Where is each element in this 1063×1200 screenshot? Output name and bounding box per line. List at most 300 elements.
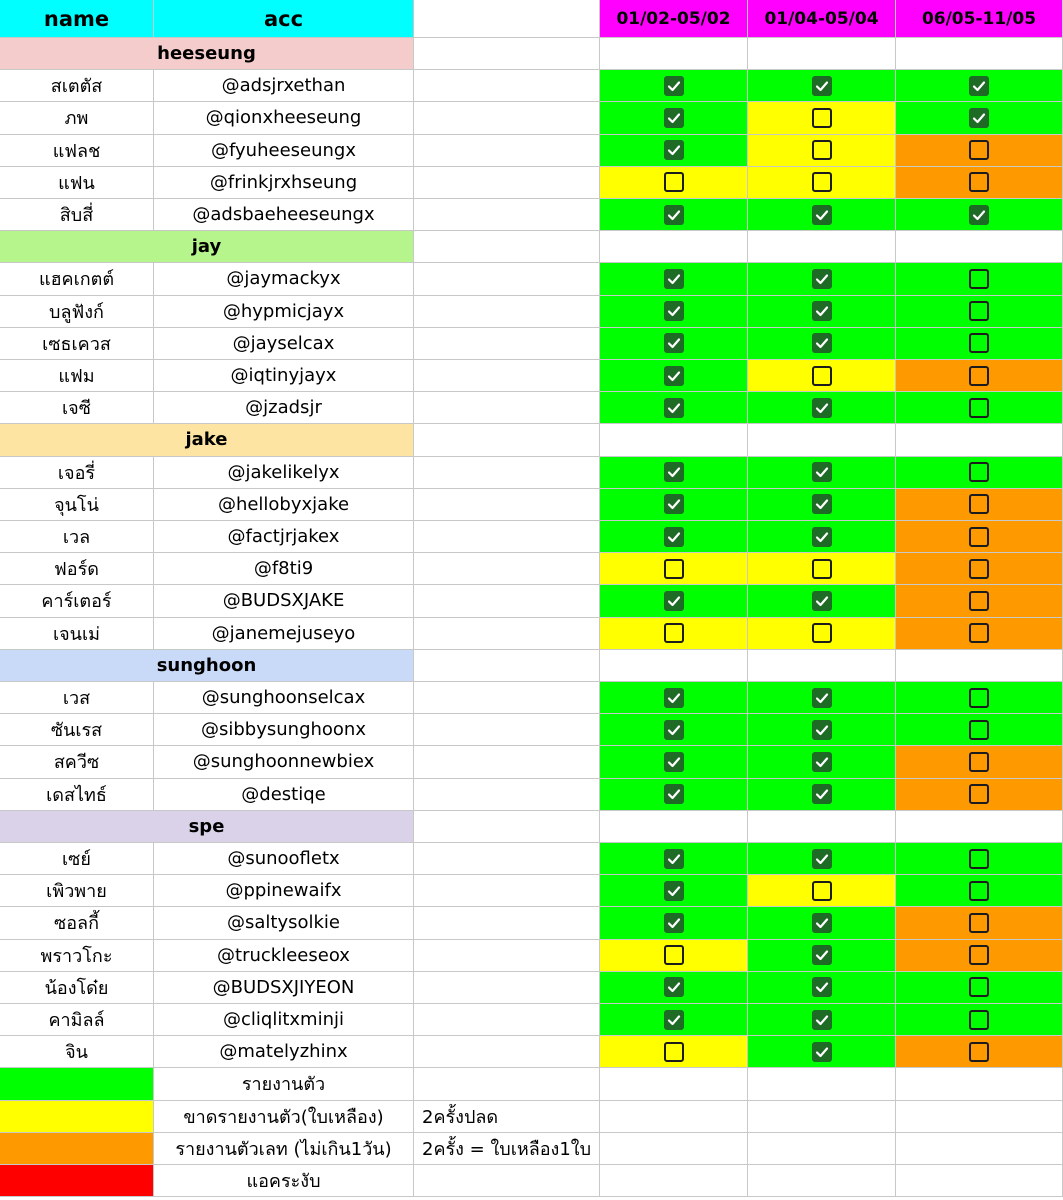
checkbox-checked[interactable]	[812, 688, 832, 708]
checkbox-unchecked[interactable]	[969, 301, 989, 321]
member-name: แฟม	[0, 360, 154, 392]
checkbox-checked[interactable]	[812, 1042, 832, 1062]
status-cell[interactable]	[748, 907, 896, 939]
check-icon	[814, 303, 830, 319]
checkbox-checked[interactable]	[664, 688, 684, 708]
status-cell[interactable]	[600, 714, 748, 746]
checkbox-checked[interactable]	[812, 977, 832, 997]
status-cell[interactable]	[896, 521, 1063, 553]
check-icon	[666, 464, 682, 480]
member-name: แฟน	[0, 167, 154, 199]
empty-cell	[896, 811, 1063, 843]
legend-note: 2ครั้ง = ใบเหลือง1ใบ	[414, 1133, 600, 1165]
status-cell[interactable]	[600, 618, 748, 650]
status-cell[interactable]	[748, 779, 896, 811]
checkbox-checked[interactable]	[812, 720, 832, 740]
check-icon	[814, 207, 830, 223]
checkbox-unchecked[interactable]	[969, 913, 989, 933]
status-cell[interactable]	[600, 296, 748, 328]
empty-cell	[748, 1133, 896, 1165]
status-cell[interactable]	[748, 553, 896, 585]
status-cell[interactable]	[600, 489, 748, 521]
checkbox-checked[interactable]	[664, 366, 684, 386]
status-cell[interactable]	[748, 972, 896, 1004]
checkbox-checked[interactable]	[812, 462, 832, 482]
checkbox-unchecked[interactable]	[664, 623, 684, 643]
group-header-sunghoon: sunghoon	[0, 650, 414, 682]
member-name: แฮคเกตต์	[0, 263, 154, 295]
checkbox-unchecked[interactable]	[812, 623, 832, 643]
status-cell[interactable]	[748, 392, 896, 424]
checkbox-unchecked[interactable]	[969, 333, 989, 353]
checkbox-checked[interactable]	[812, 913, 832, 933]
status-cell[interactable]	[748, 746, 896, 778]
member-name: เซธเควส	[0, 328, 154, 360]
checkbox-unchecked[interactable]	[969, 527, 989, 547]
check-icon	[666, 335, 682, 351]
empty-cell	[414, 1004, 600, 1036]
header-date-3: 06/05-11/05	[896, 0, 1063, 38]
empty-cell	[414, 650, 600, 682]
status-cell[interactable]	[600, 1036, 748, 1068]
check-icon	[666, 529, 682, 545]
check-icon	[666, 142, 682, 158]
member-name: สเตตัส	[0, 70, 154, 102]
empty-cell	[414, 521, 600, 553]
checkbox-checked[interactable]	[969, 76, 989, 96]
checkbox-unchecked[interactable]	[969, 366, 989, 386]
status-cell[interactable]	[896, 392, 1063, 424]
empty-cell	[414, 746, 600, 778]
checkbox-checked[interactable]	[969, 205, 989, 225]
empty-cell	[414, 1036, 600, 1068]
status-cell[interactable]	[896, 296, 1063, 328]
empty-cell	[748, 650, 896, 682]
checkbox-checked[interactable]	[812, 752, 832, 772]
member-name: สิบสี่	[0, 199, 154, 231]
check-icon	[814, 947, 830, 963]
checkbox-checked[interactable]	[812, 301, 832, 321]
status-cell[interactable]	[600, 553, 748, 585]
checkbox-checked[interactable]	[664, 591, 684, 611]
status-cell[interactable]	[600, 940, 748, 972]
status-cell[interactable]	[748, 360, 896, 392]
checkbox-checked[interactable]	[664, 76, 684, 96]
status-cell[interactable]	[748, 521, 896, 553]
member-acc: @cliqlitxminji	[154, 1004, 414, 1036]
check-icon	[666, 110, 682, 126]
empty-cell	[600, 231, 748, 263]
checkbox-checked[interactable]	[812, 784, 832, 804]
empty-cell	[414, 328, 600, 360]
empty-cell	[896, 424, 1063, 456]
member-acc: @jaymackyx	[154, 263, 414, 295]
member-acc: @destiqe	[154, 779, 414, 811]
check-icon	[814, 78, 830, 94]
checkbox-checked[interactable]	[664, 977, 684, 997]
group-header-jake: jake	[0, 424, 414, 456]
check-icon	[666, 271, 682, 287]
status-cell[interactable]	[896, 167, 1063, 199]
status-cell[interactable]	[748, 940, 896, 972]
checkbox-unchecked[interactable]	[969, 784, 989, 804]
status-cell[interactable]	[748, 167, 896, 199]
checkbox-checked[interactable]	[812, 205, 832, 225]
checkbox-checked[interactable]	[812, 76, 832, 96]
status-cell[interactable]	[600, 1004, 748, 1036]
status-cell[interactable]	[896, 135, 1063, 167]
member-acc: @iqtinyjayx	[154, 360, 414, 392]
status-cell[interactable]	[896, 328, 1063, 360]
check-icon	[814, 1044, 830, 1060]
checkbox-checked[interactable]	[664, 752, 684, 772]
status-cell[interactable]	[896, 875, 1063, 907]
member-name: ภพ	[0, 102, 154, 134]
header-acc: acc	[154, 0, 414, 38]
empty-cell	[600, 811, 748, 843]
checkbox-unchecked[interactable]	[812, 108, 832, 128]
status-cell[interactable]	[600, 521, 748, 553]
member-acc: @sunghoonselcax	[154, 682, 414, 714]
check-icon	[814, 400, 830, 416]
legend-label: ขาดรายงานตัว(ใบเหลือง)	[154, 1101, 414, 1133]
member-acc: @truckleeseox	[154, 940, 414, 972]
empty-cell	[414, 553, 600, 585]
checkbox-checked[interactable]	[664, 881, 684, 901]
empty-cell	[600, 1133, 748, 1165]
checkbox-checked[interactable]	[812, 494, 832, 514]
check-icon	[666, 1012, 682, 1028]
empty-cell	[414, 843, 600, 875]
check-icon	[666, 883, 682, 899]
member-name: สควีซ	[0, 746, 154, 778]
checkbox-checked[interactable]	[664, 494, 684, 514]
status-cell[interactable]	[600, 360, 748, 392]
status-cell[interactable]	[600, 585, 748, 617]
checkbox-unchecked[interactable]	[969, 591, 989, 611]
member-name: ซันเรส	[0, 714, 154, 746]
checkbox-checked[interactable]	[664, 784, 684, 804]
member-acc: @frinkjrxhseung	[154, 167, 414, 199]
status-cell[interactable]	[600, 875, 748, 907]
empty-cell	[414, 618, 600, 650]
status-cell[interactable]	[748, 1004, 896, 1036]
status-cell[interactable]	[600, 199, 748, 231]
status-cell[interactable]	[896, 907, 1063, 939]
checkbox-unchecked[interactable]	[812, 140, 832, 160]
status-cell[interactable]	[748, 1036, 896, 1068]
checkbox-checked[interactable]	[664, 205, 684, 225]
member-acc: @f8ti9	[154, 553, 414, 585]
member-acc: @sibbysunghoonx	[154, 714, 414, 746]
checkbox-checked[interactable]	[664, 140, 684, 160]
status-cell[interactable]	[896, 70, 1063, 102]
member-name: บลูฟังก์	[0, 296, 154, 328]
checkbox-unchecked[interactable]	[969, 945, 989, 965]
group-header-jay: jay	[0, 231, 414, 263]
header-empty	[414, 0, 600, 38]
check-icon	[666, 400, 682, 416]
empty-cell	[414, 102, 600, 134]
member-name: พราวโกะ	[0, 940, 154, 972]
status-cell[interactable]	[600, 135, 748, 167]
status-cell[interactable]	[748, 263, 896, 295]
member-name: ซอลกี้	[0, 907, 154, 939]
empty-cell	[414, 70, 600, 102]
check-icon	[666, 303, 682, 319]
status-cell[interactable]	[748, 843, 896, 875]
status-cell[interactable]	[896, 843, 1063, 875]
legend-swatch	[0, 1101, 154, 1133]
empty-cell	[414, 135, 600, 167]
status-cell[interactable]	[748, 489, 896, 521]
checkbox-checked[interactable]	[664, 913, 684, 933]
status-cell[interactable]	[600, 392, 748, 424]
group-header-heeseung: heeseung	[0, 38, 414, 70]
check-icon	[814, 1012, 830, 1028]
status-cell[interactable]	[600, 457, 748, 489]
empty-cell	[414, 940, 600, 972]
status-cell[interactable]	[600, 263, 748, 295]
empty-cell	[414, 296, 600, 328]
status-cell[interactable]	[896, 714, 1063, 746]
checkbox-checked[interactable]	[664, 527, 684, 547]
checkbox-unchecked[interactable]	[812, 559, 832, 579]
legend-swatch	[0, 1133, 154, 1165]
status-cell[interactable]	[600, 907, 748, 939]
status-cell[interactable]	[896, 263, 1063, 295]
check-icon	[666, 754, 682, 770]
status-cell[interactable]	[748, 199, 896, 231]
member-acc: @fyuheeseungx	[154, 135, 414, 167]
checkbox-checked[interactable]	[664, 333, 684, 353]
member-acc: @qionxheeseung	[154, 102, 414, 134]
empty-cell	[414, 263, 600, 295]
status-cell[interactable]	[896, 489, 1063, 521]
empty-cell	[414, 489, 600, 521]
status-cell[interactable]	[600, 102, 748, 134]
status-cell[interactable]	[896, 746, 1063, 778]
status-cell[interactable]	[748, 135, 896, 167]
header-name: name	[0, 0, 154, 38]
check-icon	[814, 593, 830, 609]
status-cell[interactable]	[748, 457, 896, 489]
member-name: เจนเม่	[0, 618, 154, 650]
checkbox-checked[interactable]	[812, 398, 832, 418]
checkbox-unchecked[interactable]	[664, 1042, 684, 1062]
status-cell[interactable]	[748, 682, 896, 714]
member-name: จิน	[0, 1036, 154, 1068]
status-cell[interactable]	[896, 585, 1063, 617]
member-acc: @jayselcax	[154, 328, 414, 360]
check-icon	[666, 207, 682, 223]
empty-cell	[896, 650, 1063, 682]
status-cell[interactable]	[896, 779, 1063, 811]
checkbox-unchecked[interactable]	[969, 688, 989, 708]
checkbox-unchecked[interactable]	[969, 462, 989, 482]
status-cell[interactable]	[600, 746, 748, 778]
empty-cell	[600, 38, 748, 70]
member-acc: @factjrjakex	[154, 521, 414, 553]
check-icon	[666, 786, 682, 802]
member-name: เซย์	[0, 843, 154, 875]
status-cell[interactable]	[896, 360, 1063, 392]
check-icon	[814, 335, 830, 351]
check-icon	[814, 786, 830, 802]
checkbox-checked[interactable]	[969, 108, 989, 128]
checkbox-unchecked[interactable]	[969, 977, 989, 997]
checkbox-checked[interactable]	[812, 527, 832, 547]
empty-cell	[896, 1101, 1063, 1133]
checkbox-checked[interactable]	[664, 1010, 684, 1030]
member-acc: @sunoofletx	[154, 843, 414, 875]
checkbox-checked[interactable]	[664, 849, 684, 869]
member-name: น้องโด๋ย	[0, 972, 154, 1004]
status-cell[interactable]	[748, 328, 896, 360]
status-cell[interactable]	[748, 875, 896, 907]
status-cell[interactable]	[896, 553, 1063, 585]
check-icon	[666, 851, 682, 867]
check-icon	[971, 110, 987, 126]
checkbox-unchecked[interactable]	[969, 140, 989, 160]
check-icon	[666, 496, 682, 512]
status-cell[interactable]	[748, 296, 896, 328]
empty-cell	[414, 714, 600, 746]
check-icon	[814, 529, 830, 545]
empty-cell	[414, 457, 600, 489]
member-name: เวส	[0, 682, 154, 714]
checkbox-unchecked[interactable]	[969, 1010, 989, 1030]
header-date-2: 01/04-05/04	[748, 0, 896, 38]
empty-cell	[414, 167, 600, 199]
checkbox-checked[interactable]	[664, 269, 684, 289]
checkbox-unchecked[interactable]	[664, 559, 684, 579]
checkbox-unchecked[interactable]	[969, 398, 989, 418]
status-cell[interactable]	[600, 167, 748, 199]
status-cell[interactable]	[748, 102, 896, 134]
member-name: คามิลล์	[0, 1004, 154, 1036]
checkbox-unchecked[interactable]	[969, 494, 989, 514]
status-cell[interactable]	[600, 70, 748, 102]
status-cell[interactable]	[896, 1004, 1063, 1036]
check-icon	[814, 690, 830, 706]
member-acc: @matelyzhinx	[154, 1036, 414, 1068]
status-cell[interactable]	[600, 682, 748, 714]
empty-cell	[414, 231, 600, 263]
check-icon	[666, 78, 682, 94]
empty-cell	[748, 1068, 896, 1100]
empty-cell	[748, 1101, 896, 1133]
check-icon	[814, 979, 830, 995]
empty-cell	[896, 1068, 1063, 1100]
empty-cell	[600, 424, 748, 456]
empty-cell	[414, 199, 600, 231]
status-cell[interactable]	[896, 102, 1063, 134]
status-cell[interactable]	[896, 1036, 1063, 1068]
checkbox-unchecked[interactable]	[969, 269, 989, 289]
checkbox-checked[interactable]	[812, 945, 832, 965]
member-acc: @adsbaeheeseungx	[154, 199, 414, 231]
member-acc: @sunghoonnewbiex	[154, 746, 414, 778]
checkbox-checked[interactable]	[812, 269, 832, 289]
member-acc: @jakelikelyx	[154, 457, 414, 489]
checkbox-unchecked[interactable]	[969, 1042, 989, 1062]
empty-cell	[748, 811, 896, 843]
empty-cell	[414, 424, 600, 456]
status-cell[interactable]	[748, 618, 896, 650]
checkbox-unchecked[interactable]	[969, 881, 989, 901]
checkbox-checked[interactable]	[664, 398, 684, 418]
empty-cell	[896, 1165, 1063, 1197]
checkbox-checked[interactable]	[812, 849, 832, 869]
status-cell[interactable]	[600, 779, 748, 811]
status-cell[interactable]	[600, 328, 748, 360]
member-acc: @BUDSXJAKE	[154, 585, 414, 617]
status-cell[interactable]	[896, 457, 1063, 489]
checkbox-unchecked[interactable]	[969, 849, 989, 869]
checkbox-checked[interactable]	[812, 591, 832, 611]
status-cell[interactable]	[600, 843, 748, 875]
checkbox-checked[interactable]	[664, 720, 684, 740]
status-cell[interactable]	[600, 972, 748, 1004]
empty-cell	[414, 811, 600, 843]
status-cell[interactable]	[896, 972, 1063, 1004]
empty-cell	[414, 779, 600, 811]
checkbox-unchecked[interactable]	[969, 559, 989, 579]
checkbox-checked[interactable]	[664, 462, 684, 482]
legend-label: รายงานตัว	[154, 1068, 414, 1100]
checkbox-unchecked[interactable]	[812, 366, 832, 386]
checkbox-checked[interactable]	[664, 108, 684, 128]
checkbox-checked[interactable]	[812, 1010, 832, 1030]
checkbox-unchecked[interactable]	[664, 172, 684, 192]
check-icon	[814, 915, 830, 931]
status-cell[interactable]	[748, 70, 896, 102]
empty-cell	[896, 231, 1063, 263]
empty-cell	[414, 38, 600, 70]
checkbox-unchecked[interactable]	[969, 752, 989, 772]
status-cell[interactable]	[748, 585, 896, 617]
status-cell[interactable]	[896, 940, 1063, 972]
member-name: แฟลช	[0, 135, 154, 167]
header-date-1: 01/02-05/02	[600, 0, 748, 38]
member-name: คาร์เตอร์	[0, 585, 154, 617]
member-acc: @hypmicjayx	[154, 296, 414, 328]
checkbox-unchecked[interactable]	[969, 172, 989, 192]
checkbox-unchecked[interactable]	[969, 623, 989, 643]
check-icon	[971, 78, 987, 94]
member-acc: @saltysolkie	[154, 907, 414, 939]
member-name: เจอรี่	[0, 457, 154, 489]
legend-note	[414, 1068, 600, 1100]
member-acc: @jzadsjr	[154, 392, 414, 424]
checkbox-unchecked[interactable]	[812, 172, 832, 192]
status-cell[interactable]	[896, 618, 1063, 650]
status-cell[interactable]	[748, 714, 896, 746]
status-cell[interactable]	[896, 682, 1063, 714]
empty-cell	[600, 1165, 748, 1197]
checkbox-checked[interactable]	[812, 333, 832, 353]
empty-cell	[414, 875, 600, 907]
check-icon	[814, 464, 830, 480]
check-icon	[666, 915, 682, 931]
status-cell[interactable]	[896, 199, 1063, 231]
checkbox-unchecked[interactable]	[664, 945, 684, 965]
check-icon	[814, 496, 830, 512]
checkbox-unchecked[interactable]	[969, 720, 989, 740]
checkbox-unchecked[interactable]	[812, 881, 832, 901]
checkbox-checked[interactable]	[664, 301, 684, 321]
